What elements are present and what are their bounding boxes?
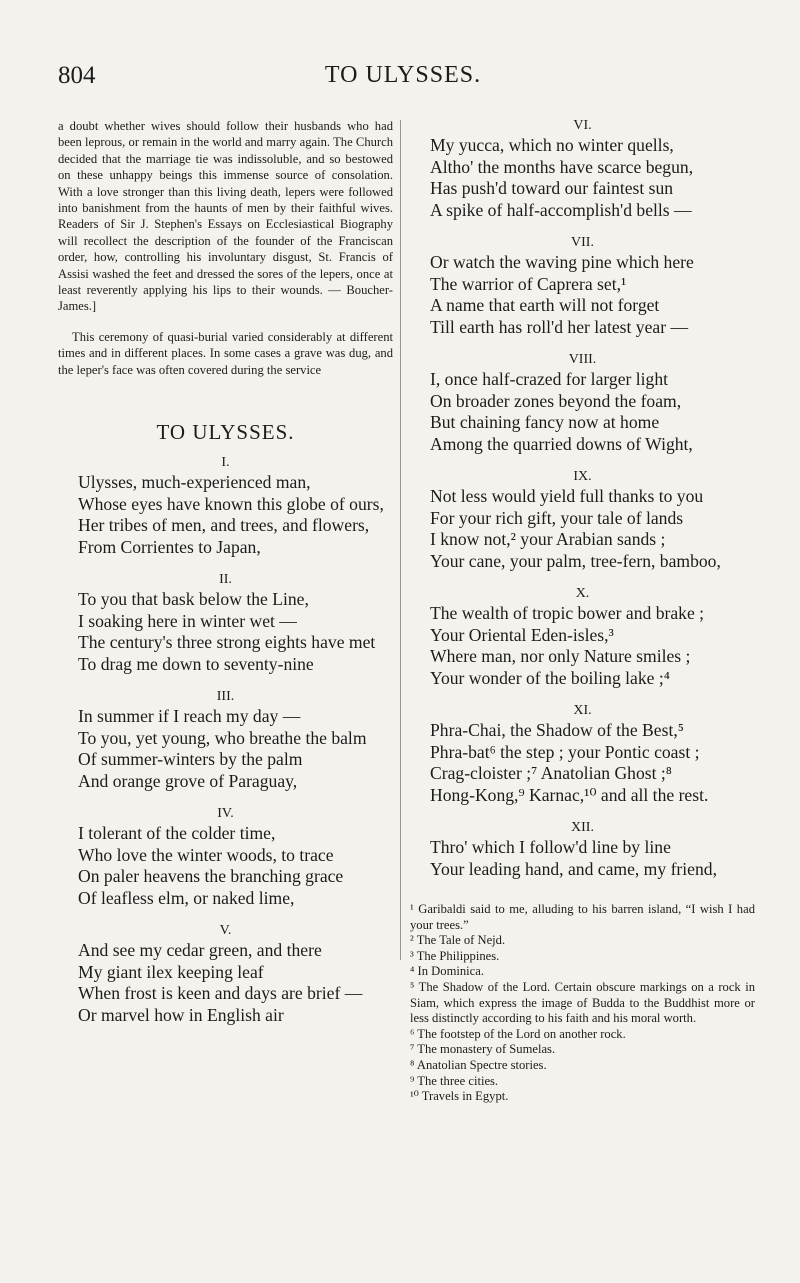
verse-line: A spike of half-accomplish'd bells — <box>430 199 692 220</box>
stanza-number: I. <box>221 455 230 471</box>
stanza <box>58 806 393 909</box>
verse-line: From Corrientes to Japan, <box>78 536 261 557</box>
footnote: ⁵ The Shadow of the Lord. Certain obscure markings on a rock in Siam, which express the image of Budda to the Buddhist more or less distinctly according to his faith and his moral worth. <box>410 979 755 1026</box>
stanza <box>58 689 393 792</box>
verse-line: But chaining fancy now at home <box>430 412 660 432</box>
verse-line: Her tribes of men, and trees, and flowers, <box>78 515 370 536</box>
verse-line: Has push'd toward our faintest sun <box>430 178 674 198</box>
stanza-number: II. <box>219 572 232 588</box>
verse-line: Phra-Chai, the Shadow of the Best,⁵ <box>430 720 684 740</box>
verse-line: Your cane, your palm, tree-fern, bamboo, <box>430 550 721 571</box>
verse-line: My giant ilex keeping leaf <box>78 961 264 982</box>
footnote: ³ The Philippines. <box>410 948 500 963</box>
stanza-number: IX. <box>573 469 592 484</box>
stanza-number: VII. <box>571 235 594 250</box>
footnote: ⁷ The monastery of Sumelas. <box>410 1042 556 1057</box>
stanza <box>410 586 755 689</box>
footnote: ² The Tale of Nejd. <box>410 933 506 948</box>
stanza-number: VIII. <box>568 352 597 367</box>
left-column <box>58 118 393 1040</box>
note-paragraph-2: This ceremony of quasi-burial varied considerably at different times and in different places. In some cases a grave was dug, and the leper's face was often covered during the service <box>58 329 393 377</box>
verse-line: Among the quarried downs of Wight, <box>430 433 693 454</box>
verse-line: And see my cedar green, and there <box>78 940 322 961</box>
verse-line: I soaking here in winter wet — <box>78 610 297 631</box>
verse-line: I know not,² your Arabian sands ; <box>430 529 666 549</box>
verse-line: And orange grove of Paraguay, <box>78 770 298 791</box>
verse-line: To you that bask below the Line, <box>78 589 309 610</box>
verse-line: Who love the winter woods, to trace <box>78 844 334 865</box>
verse-line: Whose eyes have known this globe of ours, <box>78 493 384 514</box>
stanza <box>410 118 755 221</box>
verse-line: Phra-bat⁶ the step ; your Pontic coast ; <box>430 741 700 762</box>
verse-line: For your rich gift, your tale of lands <box>430 507 684 528</box>
footnote: ⁴ In Dominica. <box>410 964 484 979</box>
verse-line: To you, yet young, who breathe the balm <box>78 727 367 748</box>
footnote: ¹ Garibaldi said to me, alluding to his barren island, “I wish I had your trees.” <box>410 902 755 932</box>
stanza <box>410 703 755 806</box>
verse-line: The warrior of Caprera set,¹ <box>430 273 627 294</box>
verse-line: A name that earth will not forget <box>430 295 660 315</box>
verse-line: I, once half-crazed for larger light <box>430 369 669 389</box>
right-stanzas <box>410 118 755 880</box>
verse-line: On broader zones beyond the foam, <box>430 390 682 411</box>
left-stanzas <box>58 455 393 1026</box>
verse-line: On paler heavens the branching grace <box>78 866 344 887</box>
verse-line: Crag-cloister ;⁷ Anatolian Ghost ;⁸ <box>430 763 672 783</box>
stanza-number: VI. <box>573 118 592 133</box>
verse-line: Altho' the months have scarce begun, <box>430 156 694 177</box>
verse-line: Your wonder of the boiling lake ;⁴ <box>430 667 670 688</box>
verse-line: In summer if I reach my day — <box>78 706 301 727</box>
verse-line: Or watch the waving pine which here <box>430 252 694 272</box>
running-title: TO ULYSSES. <box>324 62 482 88</box>
stanza <box>410 352 755 455</box>
poem-title: TO ULYSSES. <box>156 420 295 445</box>
verse-line: My yucca, which no winter quells, <box>430 135 674 155</box>
column-divider <box>400 120 401 960</box>
stanza <box>410 820 755 880</box>
footnotes <box>410 902 755 1105</box>
verse-line: Of leafless elm, or naked lime, <box>78 887 295 908</box>
stanza-number: XI. <box>573 703 592 718</box>
stanza <box>58 572 393 675</box>
page-header <box>58 62 748 92</box>
verse-line: Till earth has roll'd her latest year — <box>430 316 689 337</box>
footnote: ¹⁰ Travels in Egypt. <box>410 1089 509 1104</box>
note-paragraph-1: a doubt whether wives should follow their husbands who had been leprous, or remain in the world and marry again. The Church decided that the marriage tie was indissoluble, and so bestowed on these unhappy beings this immense source of consolation. With a love stronger than this living death, lepers were followed into banishment from the haunts of men by their faithful wives. Readers of Sir J. Stephen's Essays on Ecclesiastical Biography will recollect the description of the founder of the Franciscan order, how, controlling his involuntary disgust, St. Francis of Assisi washed the feet and dressed the sores of the lepers, once at least reverently applying his lips to their wounds. — Boucher-James.] <box>58 119 393 314</box>
stanza <box>58 455 393 558</box>
verse-line: Hong-Kong,⁹ Karnac,¹⁰ and all the rest. <box>430 784 709 805</box>
stanza <box>410 469 755 572</box>
verse-line: Where man, nor only Nature smiles ; <box>430 646 691 666</box>
verse-line: Of summer-winters by the palm <box>78 749 303 770</box>
verse-line: To drag me down to seventy-nine <box>78 653 314 674</box>
footnote: ⁸ Anatolian Spectre stories. <box>410 1057 547 1072</box>
stanza-number: XII. <box>571 820 594 835</box>
stanza-number: III. <box>216 689 235 705</box>
verse-line: Not less would yield full thanks to you <box>430 486 704 506</box>
footnote: ⁹ The three cities. <box>410 1073 499 1088</box>
stanza-number: IV. <box>217 806 234 822</box>
verse-line: Thro' which I follow'd line by line <box>430 837 671 857</box>
stanza-number: X. <box>575 586 590 601</box>
verse-line: Your Oriental Eden-isles,³ <box>430 624 614 645</box>
verse-line: Your leading hand, and came, my friend, <box>430 858 717 879</box>
right-column <box>410 118 755 1105</box>
verse-line: Or marvel how in English air <box>78 1004 284 1025</box>
verse-line: The wealth of tropic bower and brake ; <box>430 603 705 623</box>
stanza-number: V. <box>219 923 232 939</box>
page-number: 804 <box>58 62 96 89</box>
verse-line: Ulysses, much-experienced man, <box>78 472 311 493</box>
verse-line: The century's three strong eights have met <box>78 632 376 653</box>
verse-line: I tolerant of the colder time, <box>78 823 276 844</box>
footnote: ⁶ The footstep of the Lord on another rock. <box>410 1026 626 1041</box>
verse-line: When frost is keen and days are brief — <box>78 983 363 1004</box>
stanza <box>58 923 393 1026</box>
stanza <box>410 235 755 338</box>
